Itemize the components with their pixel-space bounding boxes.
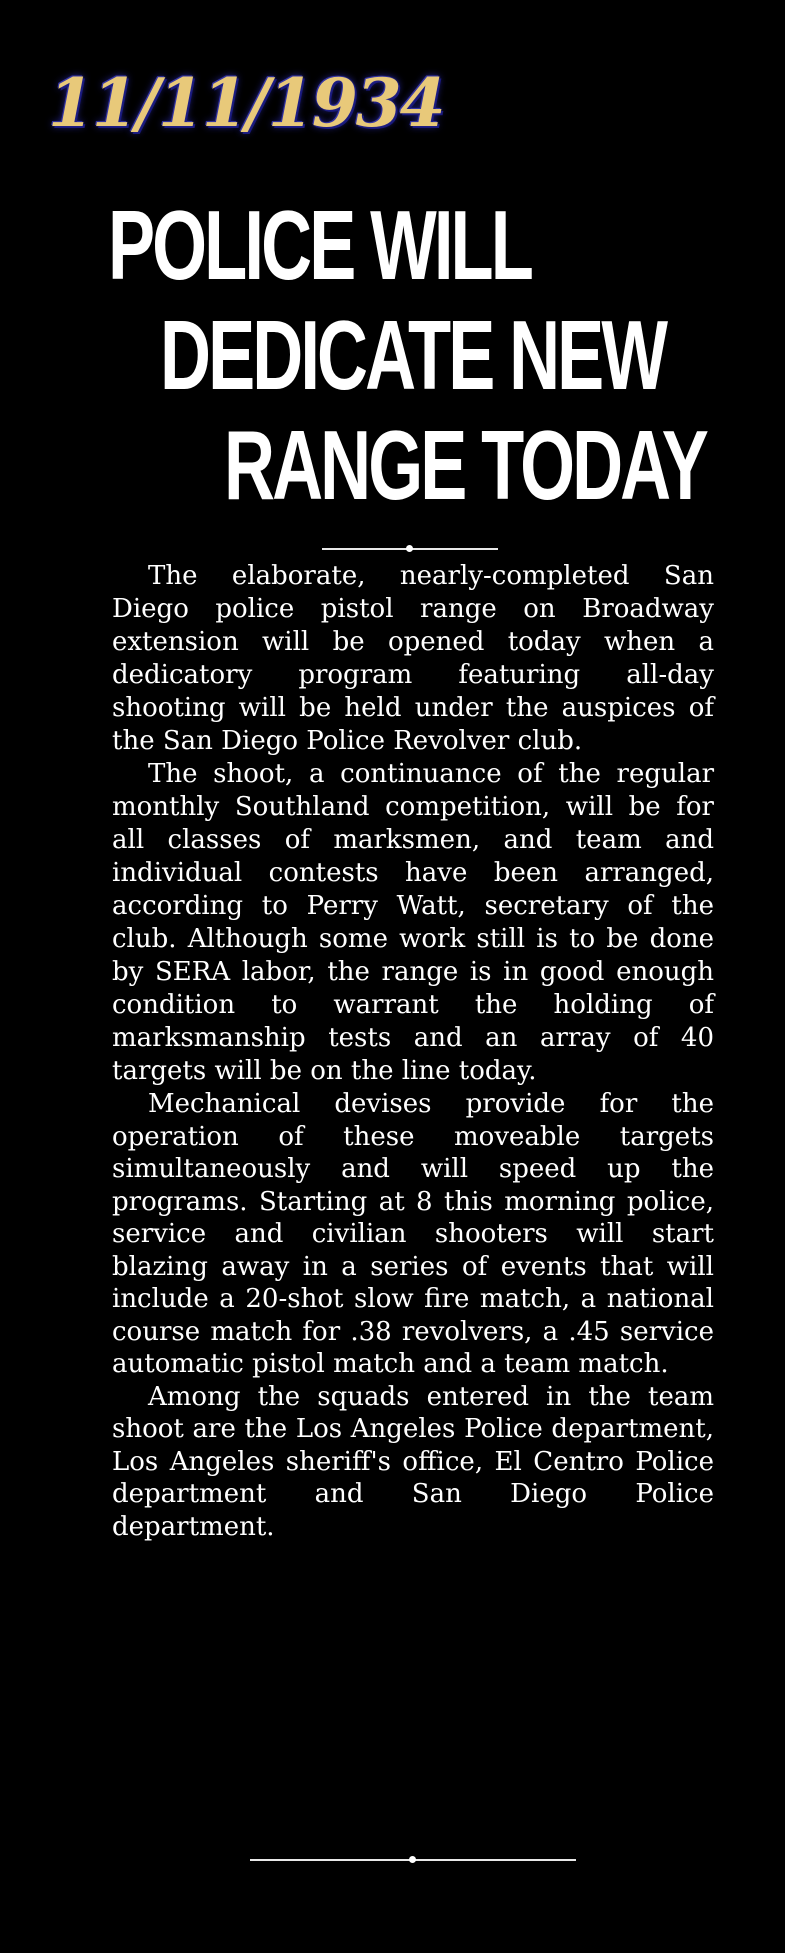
article-paragraph: Among the squads entered in the team shoot are the Los Angeles Police department, Los Angeles sheriff's office, El Centro Police department and San Diego Police department. (112, 1381, 714, 1542)
article-paragraph: The shoot, a continuance of the regular monthly Southland competition, will be for all classes of marksmen, and team and individual contests have been arranged, according to Perry Watt, secretary of the club. Although some work still is to be done by SERA labor, the range is in good enough condition to warrant the holding of marksmanship tests and an array of 40 targets will be on the line today. (112, 759, 714, 1086)
headline-line-2: DEDICATE NEW (160, 300, 666, 410)
headline-line-1: POLICE WILL (108, 190, 531, 300)
date-stamp: 11/11/1934 (48, 64, 444, 142)
article-body (112, 560, 714, 1543)
article-paragraph: The elaborate, nearly-completed San Diego police pistol range on Broadway extension will be opened today when a dedicatory program featuring all-day shooting will be held under the auspices of the San Diego Police Revolver club. (112, 561, 714, 756)
headline-line-3: RANGE TODAY (224, 410, 706, 520)
article-paragraph: Mechanical devises provide for the operation of these moveable targets simultaneously and will speed up the programs. Starting at 8 this morning police, service and civilian shooters will start blazing away in a series of events that will include a 20-shot slow fire match, a national course match for .38 revolvers, a .45 service automatic pistol match and a team match. (112, 1089, 714, 1379)
